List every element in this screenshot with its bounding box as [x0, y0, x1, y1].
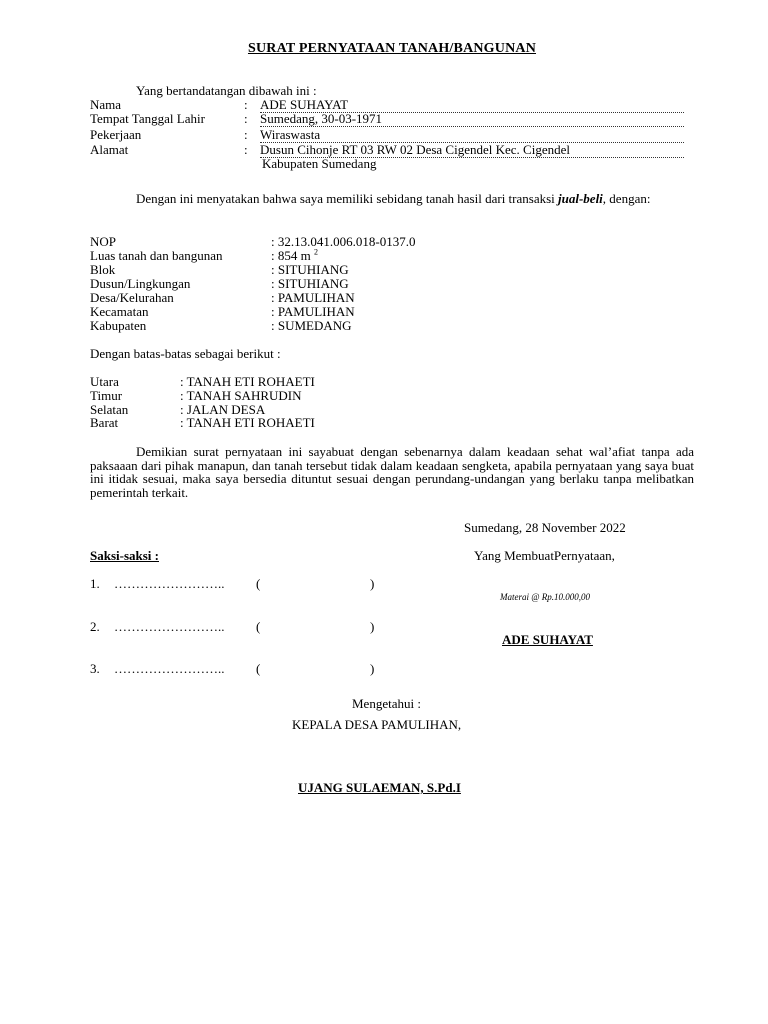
statement-paragraph [90, 192, 694, 206]
identity-value-address-line2: Kabupaten Sumedang [262, 156, 377, 171]
border-value: : TANAH SAHRUDIN [180, 388, 302, 403]
statement-emphasis: jual-beli [558, 191, 603, 206]
border-label: Utara [90, 374, 119, 389]
land-area-value: : 854 m [271, 248, 311, 263]
identity-colon: : [244, 111, 248, 126]
statement-text-end: , dengan: [602, 191, 651, 206]
witnesses-label: Saksi-saksi : [90, 548, 159, 563]
border-value: : TANAH ETI ROHAETI [180, 374, 315, 389]
identity-value-birth: Sumedang, 30-03-1971 [260, 112, 684, 127]
identity-value-address: Dusun Cihonje RT 03 RW 02 Desa Cigendel Kec. Cigendel [260, 143, 684, 158]
land-value: : 32.13.041.006.018-0137.0 [271, 234, 416, 249]
stamp-note: Materai @ Rp.10.000,00 [500, 592, 591, 602]
document-title: SURAT PERNYATAAN TANAH/BANGUNAN [247, 41, 537, 56]
statement-text: Dengan ini menyatakan bahwa saya memiliki sebidang tanah hasil dari transaksi [136, 191, 559, 206]
borders-intro: Dengan batas-batas sebagai berikut : [90, 346, 281, 361]
witness-number: 2. [90, 619, 100, 634]
border-label: Timur [90, 388, 123, 403]
witness-close-paren: ) [370, 661, 375, 676]
village-head-name: UJANG SULAEMAN, S.Pd.I [298, 780, 461, 795]
witness-number: 1. [90, 576, 100, 591]
land-value: : SITUHIANG [271, 276, 349, 291]
identity-colon: : [244, 97, 248, 112]
acknowledge-label: Mengetahui : [352, 696, 421, 711]
maker-label: Yang MembuatPernyataan, [474, 548, 615, 563]
identity-value-job: Wiraswasta [260, 128, 684, 143]
witness-number: 3. [90, 661, 100, 676]
identity-colon: : [244, 127, 248, 142]
land-value: : SUMEDANG [271, 318, 352, 333]
signer-name: ADE SUHAYAT [502, 632, 593, 647]
land-value: : PAMULIHAN [271, 290, 355, 305]
border-label: Selatan [90, 402, 129, 417]
witness-open-paren: ( [256, 576, 261, 591]
land-area-unit-sup: 2 [313, 247, 318, 257]
place-date: Sumedang, 28 November 2022 [464, 520, 626, 535]
border-value: : TANAH ETI ROHAETI [180, 415, 315, 430]
identity-label-name: Nama [90, 97, 122, 112]
witness-close-paren: ) [370, 576, 375, 591]
identity-colon: : [244, 142, 248, 157]
land-value: : PAMULIHAN [271, 304, 355, 319]
land-value: : SITUHIANG [271, 262, 349, 277]
witness-open-paren: ( [256, 619, 261, 634]
identity-label-birth: Tempat Tanggal Lahir [90, 111, 205, 126]
identity-value-name: ADE SUHAYAT [260, 98, 684, 113]
identity-label-address: Alamat [90, 142, 129, 157]
land-label: NOP [90, 234, 117, 249]
witness-dots: …………………….. [114, 619, 225, 634]
witness-close-paren: ) [370, 619, 375, 634]
border-value: : JALAN DESA [180, 402, 266, 417]
land-label: Desa/Kelurahan [90, 290, 174, 305]
land-label: Blok [90, 262, 116, 277]
land-label: Kecamatan [90, 304, 149, 319]
closing-paragraph: Demikian surat pernyataan ini sayabuat dengan sebenarnya dalam keadaan sehat wal’afiat tanpa ada paksaaan dari pihak manapun, dan tanah tersebut tidak dalam keadaan sengketa, apabila pernyataan yang saya buat ini itidak sesuai, maka saya bersedia dituntut sesuai dengan perundang-undangan yang berlaku tanpa melibatkan pemerintah terkait. [90, 444, 694, 500]
village-head-title: KEPALA DESA PAMULIHAN, [292, 717, 462, 732]
land-label: Dusun/Lingkungan [90, 276, 191, 291]
witness-open-paren: ( [256, 661, 261, 676]
land-value [271, 249, 318, 263]
witness-dots: …………………….. [114, 576, 225, 591]
intro-text: Yang bertandatangan dibawah ini : [136, 83, 317, 98]
border-label: Barat [90, 415, 119, 430]
witness-dots: …………………….. [114, 661, 225, 676]
land-label: Kabupaten [90, 318, 147, 333]
identity-label-job: Pekerjaan [90, 127, 142, 142]
land-label: Luas tanah dan bangunan [90, 248, 223, 263]
